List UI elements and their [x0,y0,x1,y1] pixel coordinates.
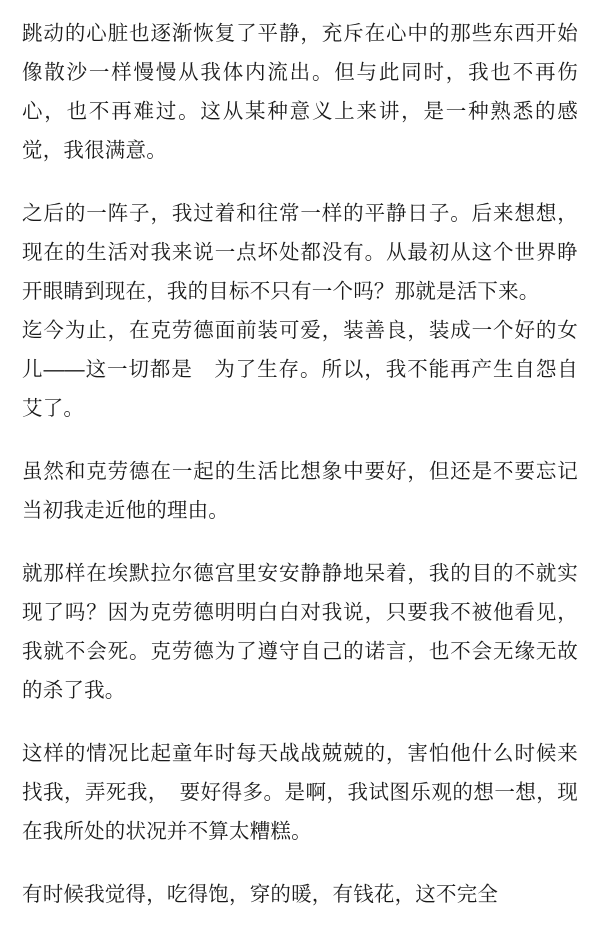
paragraph: 有时候我觉得，吃得饱，穿的暖，有钱花，这不完全 [22,883,499,906]
paragraph: 这样的情况比起童年时每天战战兢兢的，害怕他什么时候来找我，弄死我， 要好得多。是啊，我试图乐观的想一想，现在我所处的状况并不算太糟糕。 [22,742,578,843]
paragraph: 跳动的心脏也逐渐恢复了平静，充斥在心中的那些东西开始像散沙一样慢慢从我体内流出。但与此同时，我也不再伤心，也不再难过。这从某种意义上来讲，是一种熟悉的感觉，我很满意。 [22,22,578,162]
paragraph: 迄今为止，在克劳德面前装可爱，装善良，装成一个好的女儿——这一切都是 为了生存。所以，我不能再产生自怨自艾了。 [22,319,578,420]
paragraph: 就那样在埃默拉尔德宫里安安静静地呆着，我的目的不就实现了吗？因为克劳德明明白白对我说，只要我不被他看见，我就不会死。克劳德为了遵守自己的诺言，也不会无缘无故的杀了我。 [22,562,578,702]
paragraph: 之后的一阵子，我过着和往常一样的平静日子。后来想想，现在的生活对我来说一点坏处都没有。从最初从这个世界睁开眼睛到现在，我的目标不只有一个吗？那就是活下来。 [22,202,578,303]
paragraph: 虽然和克劳德在一起的生活比想象中要好，但还是不要忘记当初我走近他的理由。 [22,460,578,522]
